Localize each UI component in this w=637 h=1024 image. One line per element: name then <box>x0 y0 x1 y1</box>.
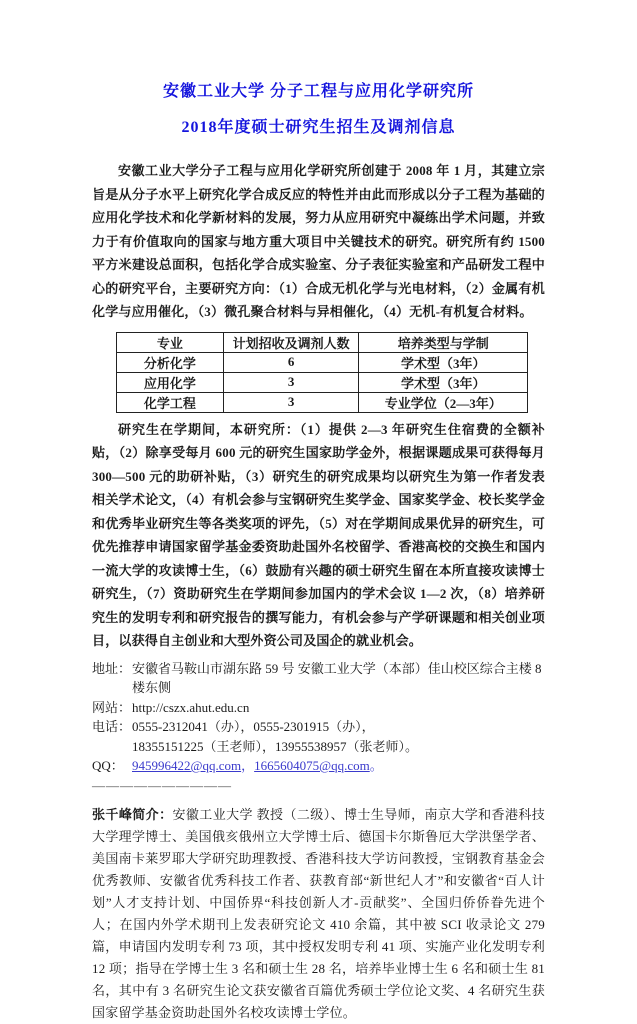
table-cell-major: 分析化学 <box>117 352 224 372</box>
qq-email-link-1[interactable]: 945996422@qq.com <box>132 758 242 773</box>
phone-label: 电话： <box>92 719 132 734</box>
website-value: http://cszx.ahut.edu.cn <box>132 699 250 715</box>
enrollment-table <box>116 332 528 413</box>
contact-block <box>92 659 545 776</box>
table-header-row <box>117 332 528 352</box>
table-header-type: 培养类型与学制 <box>359 332 528 352</box>
address-label: 地址： <box>92 660 132 676</box>
document-title-line2: 2018年度硕士研究生招生及调剂信息 <box>181 119 456 136</box>
phone-line1: 0555-2312041（办），0555-2301915（办）， <box>132 719 375 734</box>
bio-text: 安徽工业大学 教授（二级）、博士生导师，南京大学和香港科技大学理学博士、美国俄亥俄州立大学博士后、德国卡尔斯鲁厄大学洪堡学者、美国南卡莱罗耶大学研究助理教授、香港科技大学访问教授，宝钢教育基金会优秀教师、安徽省优秀科技工作者、获教育部“新世纪人才”和安徽省“百人计划”人才支持计划、中国侨界“科技创新人才-贡献奖”、全国归侨侨眷先进个人；在国内外学术期刊上发表研究论文 410 余篇，其中被 SCI 收录论文 279 篇，申请国内发明专利 73 项，其中授权发明专利 41 项、实施产业化发明专利 12 项；指导在学博士生 3 名和硕士生 28 名，培养毕业博士生 6 名和硕士生 81 名，其中有 3 名研究生论文获安徽省百篇优秀硕士学位论文奖、4 名研究生获国家留学基金资助赴国外名校攻读博士学位。 <box>92 806 545 1020</box>
qq-email-link-2[interactable]: 1665604075@qq.com <box>254 758 370 773</box>
table-cell-type: 专业学位（2—3年） <box>359 392 528 412</box>
qq-label: QQ： <box>92 758 124 773</box>
table-cell-quota: 3 <box>223 392 359 412</box>
table-cell-major: 应用化学 <box>117 372 224 392</box>
qq-values <box>132 756 545 776</box>
contact-website-row <box>92 698 545 718</box>
qq-period: 。 <box>369 758 383 773</box>
table-header-quota: 计划招收及调剂人数 <box>223 332 359 352</box>
table-row <box>117 392 528 412</box>
table-cell-major: 化学工程 <box>117 392 224 412</box>
bio-lead-name: 张千峰简介： <box>92 806 173 822</box>
contact-qq-row <box>92 756 545 776</box>
contact-phone-row <box>92 717 545 737</box>
document-title-line1: 安徽工业大学 分子工程与应用化学研究所 <box>162 83 474 100</box>
website-label: 网站： <box>92 699 132 715</box>
table-cell-quota: 6 <box>223 352 359 372</box>
table-cell-type: 学术型（3年） <box>359 352 528 372</box>
qq-comma: ， <box>241 758 255 773</box>
table-cell-type: 学术型（3年） <box>359 372 528 392</box>
contact-address-row <box>92 659 545 698</box>
professor-bio-paragraph <box>92 804 545 1024</box>
table-header-major: 专业 <box>117 332 224 352</box>
table-row <box>117 352 528 372</box>
intro-paragraph: 安徽工业大学分子工程与应用化学研究所创建于 2008 年 1 月，其建立宗旨是从分子水平上研究化学合成反应的特性并由此而形成以分子工程为基础的应用化学技术和化学新材料的发展，努力从应用研究中凝练出学术问题，并致力于有价值取向的国家与地方重大项目中关键技术的研究。研究所有约 1500 平方米建设总面积，包括化学合成实验室、分子表征实验室和产品研发工程中心的研究平台，主要研究方向：（1）合成无机化学与光电材料，（2）金属有机化学与应用催化，（3）微孔聚合材料与异相催化，（4）无机-有机复合材料。 <box>92 163 545 319</box>
address-value: 安徽省马鞍山市湖东路 59 号 安徽工业大学（本部）佳山校区综合主楼 8 楼东侧 <box>132 660 542 695</box>
phone-line2: 18355151225（王老师），13955538957（张老师）。 <box>132 738 419 754</box>
dashed-separator: —————————— <box>92 777 232 793</box>
table-cell-quota: 3 <box>223 372 359 392</box>
table-row <box>117 372 528 392</box>
benefits-paragraph: 研究生在学期间，本研究所：（1）提供 2—3 年研究生住宿费的全额补贴，（2）除享受每月 600 元的研究生国家助学金外，根据课题成果可获得每月 300—500 元的助研补贴，（3）研究生的研究成果均以研究生为第一作者发表相关学术论文，（4）有机会参与宝钢研究生奖学金、国家奖学金、校长奖学金和优秀毕业研究生等各类奖项的评先，（5）对在学期间成果优异的研究生，可优先推荐申请国家留学基金委资助赴国外名校留学、香港高校的交换生和国内一流大学的攻读博士生，（6）鼓励有兴趣的硕士研究生留在本所直接攻读博士研究生，（7）资助研究生在学期间参加国内的学术会议 1—2 次，（8）培养研究生的发明专利和研究报告的撰写能力，有机会参与产学研课题和相关创业项目，以获得自主创业和大型外资公司及国企的就业机会。 <box>92 421 545 648</box>
